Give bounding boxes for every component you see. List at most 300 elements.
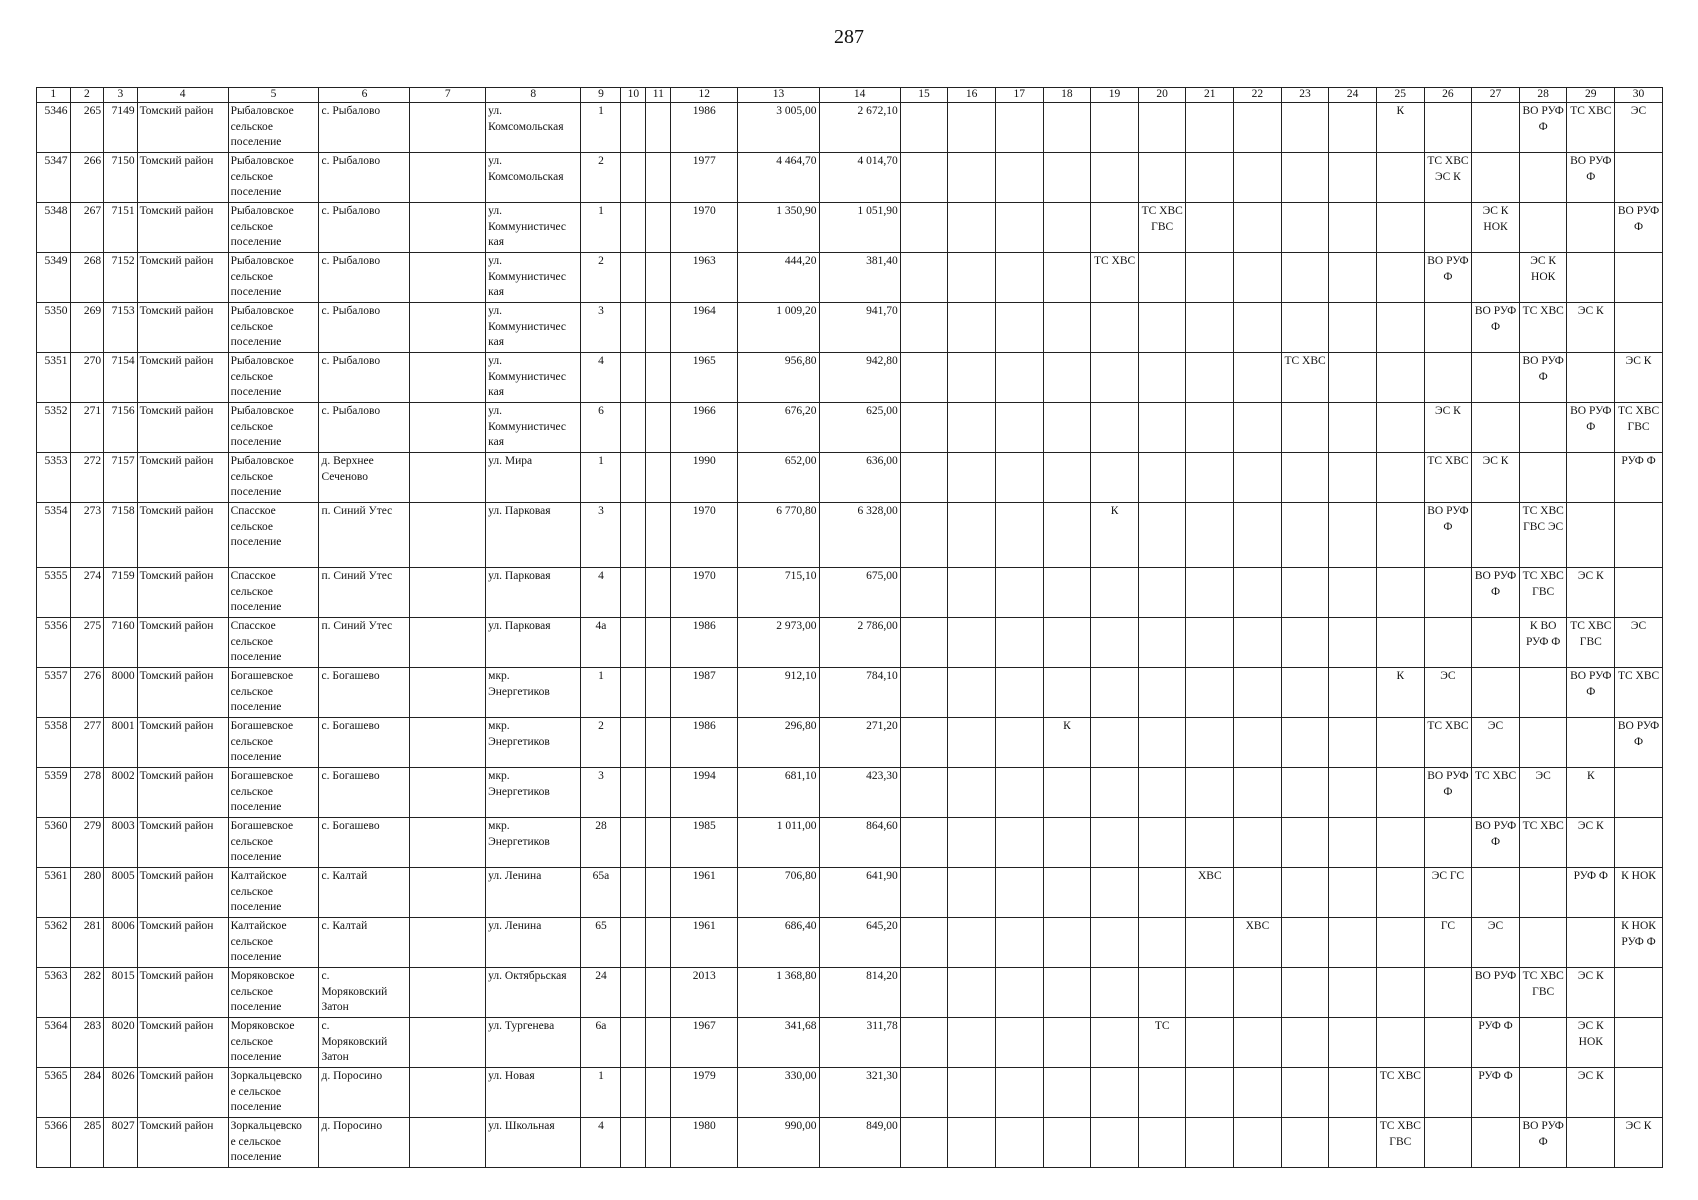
cell-col-9: 3 <box>581 768 621 818</box>
cell-col-10 <box>621 103 646 153</box>
column-header-25: 25 <box>1376 88 1424 103</box>
cell-col-22 <box>1234 818 1282 868</box>
cell-col-14: 2 672,10 <box>819 103 900 153</box>
cell-col-10 <box>621 1118 646 1168</box>
cell-col-30 <box>1615 818 1663 868</box>
cell-col-19 <box>1091 203 1139 253</box>
cell-col-12: 1986 <box>671 103 738 153</box>
cell-col-7 <box>410 203 486 253</box>
cell-col-25 <box>1376 718 1424 768</box>
cell-col-2: 279 <box>70 818 104 868</box>
cell-col-29 <box>1567 453 1615 503</box>
cell-col-19 <box>1091 303 1139 353</box>
cell-col-4: Томский район <box>137 718 228 768</box>
cell-col-21 <box>1186 503 1234 568</box>
cell-col-3: 7154 <box>104 353 138 403</box>
cell-col-17 <box>995 303 1043 353</box>
cell-col-17 <box>995 103 1043 153</box>
table-row <box>37 618 1663 668</box>
cell-col-7 <box>410 668 486 718</box>
cell-col-4: Томский район <box>137 768 228 818</box>
cell-col-22 <box>1234 768 1282 818</box>
cell-col-11 <box>646 818 671 868</box>
cell-col-24 <box>1329 868 1377 918</box>
cell-col-11 <box>646 153 671 203</box>
cell-col-4: Томский район <box>137 353 228 403</box>
cell-col-8: мкр. Энергетиков <box>486 818 581 868</box>
cell-col-2: 269 <box>70 303 104 353</box>
cell-col-18 <box>1043 818 1091 868</box>
cell-col-22: ХВС <box>1234 918 1282 968</box>
cell-col-4: Томский район <box>137 868 228 918</box>
cell-col-9: 1 <box>581 668 621 718</box>
cell-col-12: 1966 <box>671 403 738 453</box>
cell-col-4: Томский район <box>137 568 228 618</box>
cell-col-1: 5365 <box>37 1068 71 1118</box>
cell-col-2: 270 <box>70 353 104 403</box>
cell-col-10 <box>621 403 646 453</box>
cell-col-2: 277 <box>70 718 104 768</box>
cell-col-7 <box>410 453 486 503</box>
cell-col-9: 1 <box>581 1068 621 1118</box>
cell-col-28: ТС ХВС <box>1519 818 1567 868</box>
cell-col-17 <box>995 818 1043 868</box>
cell-col-28 <box>1519 403 1567 453</box>
cell-col-21 <box>1186 253 1234 303</box>
cell-col-12: 1979 <box>671 1068 738 1118</box>
cell-col-25 <box>1376 303 1424 353</box>
cell-col-20 <box>1138 568 1186 618</box>
cell-col-28 <box>1519 1018 1567 1068</box>
cell-col-13: 676,20 <box>738 403 819 453</box>
cell-col-16 <box>948 303 996 353</box>
table-row <box>37 253 1663 303</box>
cell-col-19 <box>1091 1118 1139 1168</box>
cell-col-22 <box>1234 718 1282 768</box>
cell-col-13: 956,80 <box>738 353 819 403</box>
cell-col-17 <box>995 868 1043 918</box>
cell-col-26: ГС <box>1424 918 1472 968</box>
cell-col-2: 271 <box>70 403 104 453</box>
cell-col-15 <box>900 153 948 203</box>
cell-col-20 <box>1138 618 1186 668</box>
cell-col-6: с. Калтай <box>319 918 410 968</box>
cell-col-16 <box>948 353 996 403</box>
table-row <box>37 303 1663 353</box>
cell-col-21 <box>1186 718 1234 768</box>
cell-col-4: Томский район <box>137 253 228 303</box>
cell-col-1: 5357 <box>37 668 71 718</box>
cell-col-3: 7157 <box>104 453 138 503</box>
cell-col-5: Зоркальцевско е сельское поселение <box>228 1118 319 1168</box>
cell-col-28 <box>1519 1068 1567 1118</box>
cell-col-29 <box>1567 918 1615 968</box>
cell-col-16 <box>948 718 996 768</box>
cell-col-24 <box>1329 153 1377 203</box>
cell-col-29 <box>1567 718 1615 768</box>
cell-col-5: Зоркальцевско е сельское поселение <box>228 1068 319 1118</box>
cell-col-12: 1963 <box>671 253 738 303</box>
cell-col-8: ул. Парковая <box>486 568 581 618</box>
cell-col-3: 7153 <box>104 303 138 353</box>
cell-col-30 <box>1615 1018 1663 1068</box>
column-header-10: 10 <box>621 88 646 103</box>
cell-col-20 <box>1138 453 1186 503</box>
cell-col-19 <box>1091 153 1139 203</box>
column-header-15: 15 <box>900 88 948 103</box>
cell-col-29: ЭС К <box>1567 818 1615 868</box>
column-header-9: 9 <box>581 88 621 103</box>
cell-col-11 <box>646 668 671 718</box>
cell-col-2: 280 <box>70 868 104 918</box>
cell-col-25 <box>1376 1018 1424 1068</box>
cell-col-17 <box>995 353 1043 403</box>
cell-col-30 <box>1615 153 1663 203</box>
cell-col-15 <box>900 453 948 503</box>
column-header-14: 14 <box>819 88 900 103</box>
cell-col-2: 278 <box>70 768 104 818</box>
cell-col-21 <box>1186 618 1234 668</box>
cell-col-7 <box>410 618 486 668</box>
cell-col-23 <box>1281 103 1329 153</box>
cell-col-2: 281 <box>70 918 104 968</box>
cell-col-2: 273 <box>70 503 104 568</box>
cell-col-28: К ВО РУФ Ф <box>1519 618 1567 668</box>
cell-col-29 <box>1567 203 1615 253</box>
cell-col-28 <box>1519 718 1567 768</box>
cell-col-16 <box>948 568 996 618</box>
cell-col-6: д. Поросино <box>319 1118 410 1168</box>
cell-col-29: ЭС К <box>1567 968 1615 1018</box>
cell-col-6: с. Богашево <box>319 768 410 818</box>
cell-col-17 <box>995 768 1043 818</box>
cell-col-11 <box>646 768 671 818</box>
cell-col-25 <box>1376 618 1424 668</box>
column-header-28: 28 <box>1519 88 1567 103</box>
cell-col-26: ЭС ГС <box>1424 868 1472 918</box>
cell-col-21 <box>1186 203 1234 253</box>
cell-col-8: мкр. Энергетиков <box>486 768 581 818</box>
cell-col-13: 990,00 <box>738 1118 819 1168</box>
cell-col-14: 1 051,90 <box>819 203 900 253</box>
cell-col-17 <box>995 253 1043 303</box>
cell-col-11 <box>646 1068 671 1118</box>
cell-col-4: Томский район <box>137 403 228 453</box>
cell-col-18 <box>1043 353 1091 403</box>
table-row <box>37 568 1663 618</box>
cell-col-10 <box>621 668 646 718</box>
cell-col-9: 4 <box>581 568 621 618</box>
cell-col-26: ВО РУФ Ф <box>1424 768 1472 818</box>
cell-col-25 <box>1376 153 1424 203</box>
column-header-20: 20 <box>1138 88 1186 103</box>
cell-col-12: 1967 <box>671 1018 738 1068</box>
cell-col-16 <box>948 918 996 968</box>
cell-col-29: РУФ Ф <box>1567 868 1615 918</box>
cell-col-19 <box>1091 868 1139 918</box>
cell-col-22 <box>1234 1018 1282 1068</box>
cell-col-28: ЭС К НОК <box>1519 253 1567 303</box>
cell-col-14: 625,00 <box>819 403 900 453</box>
cell-col-1: 5349 <box>37 253 71 303</box>
cell-col-20 <box>1138 868 1186 918</box>
cell-col-19 <box>1091 818 1139 868</box>
cell-col-26: ЭС <box>1424 668 1472 718</box>
cell-col-28 <box>1519 203 1567 253</box>
cell-col-18 <box>1043 303 1091 353</box>
cell-col-12: 1964 <box>671 303 738 353</box>
cell-col-4: Томский район <box>137 968 228 1018</box>
column-header-17: 17 <box>995 88 1043 103</box>
cell-col-24 <box>1329 1068 1377 1118</box>
cell-col-8: мкр. Энергетиков <box>486 718 581 768</box>
cell-col-19: ТС ХВС <box>1091 253 1139 303</box>
cell-col-24 <box>1329 353 1377 403</box>
cell-col-13: 686,40 <box>738 918 819 968</box>
cell-col-28: ТС ХВС <box>1519 303 1567 353</box>
cell-col-18 <box>1043 618 1091 668</box>
cell-col-3: 8006 <box>104 918 138 968</box>
cell-col-6: с. Богашево <box>319 818 410 868</box>
cell-col-16 <box>948 818 996 868</box>
cell-col-15 <box>900 1018 948 1068</box>
cell-col-21 <box>1186 303 1234 353</box>
cell-col-16 <box>948 968 996 1018</box>
cell-col-5: Богашевское сельское поселение <box>228 768 319 818</box>
cell-col-5: Богашевское сельское поселение <box>228 718 319 768</box>
table-row <box>37 403 1663 453</box>
cell-col-26 <box>1424 1068 1472 1118</box>
cell-col-24 <box>1329 1118 1377 1168</box>
cell-col-23 <box>1281 1118 1329 1168</box>
cell-col-25 <box>1376 768 1424 818</box>
cell-col-13: 652,00 <box>738 453 819 503</box>
cell-col-23 <box>1281 403 1329 453</box>
cell-col-30 <box>1615 303 1663 353</box>
cell-col-10 <box>621 868 646 918</box>
cell-col-22 <box>1234 353 1282 403</box>
cell-col-21 <box>1186 1118 1234 1168</box>
cell-col-1: 5360 <box>37 818 71 868</box>
cell-col-13: 1 009,20 <box>738 303 819 353</box>
cell-col-18 <box>1043 1018 1091 1068</box>
cell-col-20 <box>1138 968 1186 1018</box>
cell-col-24 <box>1329 818 1377 868</box>
cell-col-8: ул. Коммунистичес кая <box>486 303 581 353</box>
cell-col-7 <box>410 303 486 353</box>
column-header-5: 5 <box>228 88 319 103</box>
cell-col-8: ул. Новая <box>486 1068 581 1118</box>
cell-col-25 <box>1376 503 1424 568</box>
cell-col-30: ВО РУФ Ф <box>1615 203 1663 253</box>
cell-col-19 <box>1091 768 1139 818</box>
cell-col-8: ул. Комсомольская <box>486 153 581 203</box>
cell-col-26: ЭС К <box>1424 403 1472 453</box>
cell-col-21 <box>1186 668 1234 718</box>
cell-col-18 <box>1043 453 1091 503</box>
cell-col-17 <box>995 918 1043 968</box>
cell-col-14: 784,10 <box>819 668 900 718</box>
cell-col-18 <box>1043 203 1091 253</box>
cell-col-3: 8015 <box>104 968 138 1018</box>
cell-col-27 <box>1472 353 1520 403</box>
cell-col-20 <box>1138 253 1186 303</box>
cell-col-26: ТС ХВС ЭС К <box>1424 153 1472 203</box>
cell-col-3: 7150 <box>104 153 138 203</box>
table-row <box>37 1018 1663 1068</box>
column-header-18: 18 <box>1043 88 1091 103</box>
cell-col-21 <box>1186 453 1234 503</box>
cell-col-24 <box>1329 403 1377 453</box>
table-row <box>37 453 1663 503</box>
column-header-3: 3 <box>104 88 138 103</box>
cell-col-26: ТС ХВС <box>1424 718 1472 768</box>
cell-col-9: 1 <box>581 203 621 253</box>
cell-col-17 <box>995 1118 1043 1168</box>
cell-col-3: 7152 <box>104 253 138 303</box>
cell-col-28: ТС ХВС ГВС ЭС <box>1519 503 1567 568</box>
cell-col-12: 1970 <box>671 203 738 253</box>
cell-col-29 <box>1567 353 1615 403</box>
cell-col-30: ЭС <box>1615 618 1663 668</box>
cell-col-7 <box>410 153 486 203</box>
cell-col-11 <box>646 718 671 768</box>
cell-col-17 <box>995 403 1043 453</box>
cell-col-7 <box>410 1118 486 1168</box>
cell-col-8: ул. Школьная <box>486 1118 581 1168</box>
cell-col-26: ВО РУФ Ф <box>1424 253 1472 303</box>
cell-col-5: Рыбаловское сельское поселение <box>228 103 319 153</box>
cell-col-10 <box>621 618 646 668</box>
cell-col-20: ТС <box>1138 1018 1186 1068</box>
cell-col-14: 814,20 <box>819 968 900 1018</box>
cell-col-20 <box>1138 818 1186 868</box>
cell-col-1: 5361 <box>37 868 71 918</box>
cell-col-10 <box>621 153 646 203</box>
cell-col-14: 941,70 <box>819 303 900 353</box>
cell-col-9: 1 <box>581 453 621 503</box>
column-header-21: 21 <box>1186 88 1234 103</box>
cell-col-16 <box>948 1018 996 1068</box>
cell-col-18: К <box>1043 718 1091 768</box>
cell-col-23 <box>1281 203 1329 253</box>
cell-col-8: ул. Комсомольская <box>486 103 581 153</box>
column-header-29: 29 <box>1567 88 1615 103</box>
table-row <box>37 103 1663 153</box>
cell-col-1: 5352 <box>37 403 71 453</box>
cell-col-9: 4 <box>581 353 621 403</box>
cell-col-23 <box>1281 918 1329 968</box>
cell-col-8: ул. Ленина <box>486 868 581 918</box>
cell-col-24 <box>1329 668 1377 718</box>
cell-col-15 <box>900 1118 948 1168</box>
cell-col-8: ул. Парковая <box>486 618 581 668</box>
cell-col-12: 2013 <box>671 968 738 1018</box>
cell-col-14: 645,20 <box>819 918 900 968</box>
cell-col-1: 5355 <box>37 568 71 618</box>
cell-col-9: 65а <box>581 868 621 918</box>
cell-col-27: ТС ХВС <box>1472 768 1520 818</box>
cell-col-19 <box>1091 353 1139 403</box>
cell-col-8: ул. Коммунистичес кая <box>486 353 581 403</box>
cell-col-6: д. Поросино <box>319 1068 410 1118</box>
column-header-24: 24 <box>1329 88 1377 103</box>
cell-col-23 <box>1281 1018 1329 1068</box>
cell-col-23 <box>1281 303 1329 353</box>
cell-col-15 <box>900 303 948 353</box>
cell-col-4: Томский район <box>137 453 228 503</box>
cell-col-29: ЭС К <box>1567 1068 1615 1118</box>
cell-col-19 <box>1091 568 1139 618</box>
cell-col-23 <box>1281 618 1329 668</box>
cell-col-30: ТС ХВС <box>1615 668 1663 718</box>
cell-col-8: ул. Коммунистичес кая <box>486 403 581 453</box>
cell-col-25 <box>1376 818 1424 868</box>
cell-col-20 <box>1138 403 1186 453</box>
column-header-1: 1 <box>37 88 71 103</box>
cell-col-8: ул. Коммунистичес кая <box>486 203 581 253</box>
cell-col-25: К <box>1376 103 1424 153</box>
cell-col-18 <box>1043 1118 1091 1168</box>
cell-col-15 <box>900 618 948 668</box>
cell-col-19 <box>1091 1068 1139 1118</box>
cell-col-27 <box>1472 103 1520 153</box>
cell-col-13: 6 770,80 <box>738 503 819 568</box>
cell-col-12: 1985 <box>671 818 738 868</box>
cell-col-6: с. Рыбалово <box>319 403 410 453</box>
cell-col-9: 2 <box>581 153 621 203</box>
cell-col-15 <box>900 668 948 718</box>
cell-col-24 <box>1329 303 1377 353</box>
cell-col-11 <box>646 103 671 153</box>
cell-col-13: 4 464,70 <box>738 153 819 203</box>
cell-col-7 <box>410 768 486 818</box>
table-row <box>37 668 1663 718</box>
cell-col-5: Рыбаловское сельское поселение <box>228 203 319 253</box>
cell-col-11 <box>646 918 671 968</box>
cell-col-27: ВО РУФ Ф <box>1472 818 1520 868</box>
cell-col-5: Рыбаловское сельское поселение <box>228 253 319 303</box>
cell-col-17 <box>995 1018 1043 1068</box>
cell-col-14: 423,30 <box>819 768 900 818</box>
cell-col-24 <box>1329 453 1377 503</box>
cell-col-28 <box>1519 453 1567 503</box>
cell-col-8: мкр. Энергетиков <box>486 668 581 718</box>
cell-col-12: 1965 <box>671 353 738 403</box>
cell-col-1: 5356 <box>37 618 71 668</box>
cell-col-21 <box>1186 153 1234 203</box>
table-row <box>37 203 1663 253</box>
cell-col-15 <box>900 253 948 303</box>
cell-col-23 <box>1281 1068 1329 1118</box>
cell-col-13: 681,10 <box>738 768 819 818</box>
cell-col-28: ВО РУФ Ф <box>1519 103 1567 153</box>
cell-col-23 <box>1281 768 1329 818</box>
cell-col-4: Томский район <box>137 203 228 253</box>
cell-col-10 <box>621 253 646 303</box>
cell-col-16 <box>948 253 996 303</box>
cell-col-20 <box>1138 718 1186 768</box>
cell-col-21 <box>1186 918 1234 968</box>
cell-col-13: 3 005,00 <box>738 103 819 153</box>
cell-col-18 <box>1043 103 1091 153</box>
cell-col-26 <box>1424 618 1472 668</box>
cell-col-1: 5366 <box>37 1118 71 1168</box>
column-header-16: 16 <box>948 88 996 103</box>
cell-col-24 <box>1329 503 1377 568</box>
cell-col-5: Спасское сельское поселение <box>228 568 319 618</box>
cell-col-20 <box>1138 668 1186 718</box>
